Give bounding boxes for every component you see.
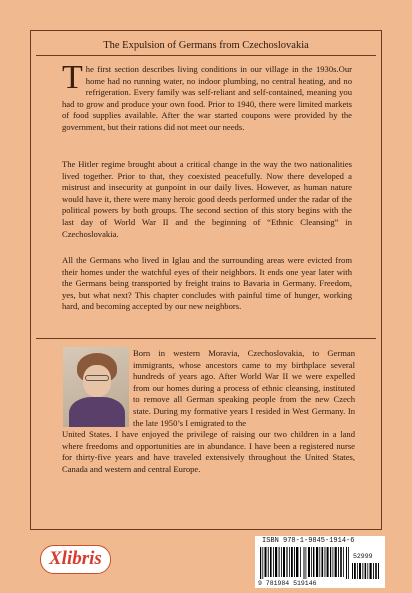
book-title: The Expulsion of Germans from Czechoslovakia: [103, 40, 309, 51]
drop-cap: T: [62, 59, 83, 96]
blurb-paragraph-3: All the Germans who lived in Iglau and the surrounding areas were evicted from their homes under the watchful eyes of their neighbors. It ends one year later with the Germans being transported by freight trains to Bavaria in Germany. Freedom, yes, but what next? This chapter concludes with painful time of hunger, working hard, and becoming accepted by our new neighbors.: [62, 255, 352, 312]
blurb-paragraph-2: The Hitler regime brought about a critical change in the way the two nationalities lived together. Prior to that, they coexisted peacefully. Now there developed a mistrust and insecurity at gunpoint in our daily lives. However, as human nature would have it, there were many heroic good deeds performed under the radar of the political powers by both groups. The second section of this story begins with the last day of World War II and the beginning of “Ethnic Cleansing” in Czechoslovakia.: [62, 159, 352, 239]
author-bio-side: Born in western Moravia, Czechoslovakia, to German immigrants, whose ancestors came to my birthplace several hundreds of years ago. After World War II we were expelled from our homes during a process of ethnic cleansing, instituted to remove all German speaking people from the new Czech state. During my formative years I resided in West Germany. In the late 1950’s I emigrated to the: [133, 348, 355, 428]
isbn-barcode: [260, 547, 350, 579]
bio-rule: [36, 338, 376, 339]
barcode-digits: 9 781984 519146: [258, 580, 317, 587]
blurb-paragraph-1-text: he first section describes living conditions in our village in the 1930s.Our home had no running water, no indoor plumbing, no central heating, and no refrigeration. Every family was self-reliant and self-contained, meaning you had to grow and produce your own food. Prior to 1940, there were limited markets of food supplies available. After the war started coupons were provided by the government, but their rations did not meet our needs.: [62, 64, 352, 132]
blurb-paragraph-1: [62, 59, 352, 134]
publisher-logo: Xlibris: [40, 545, 111, 574]
author-bio-continued: United States. I have enjoyed the privilege of raising our two children in a land where freedoms and opportunities are in abundance. I have been a registered nurse for thirty-five years and have traveled extensively throughout the United States, Canada and western and central Europe.: [62, 429, 355, 474]
price-code: 52999: [353, 553, 373, 560]
author-photo: [63, 347, 129, 427]
price-barcode: [352, 563, 380, 579]
isbn-label: ISBN 978-1-9845-1914-6: [262, 537, 355, 545]
title-rule: [36, 55, 376, 56]
